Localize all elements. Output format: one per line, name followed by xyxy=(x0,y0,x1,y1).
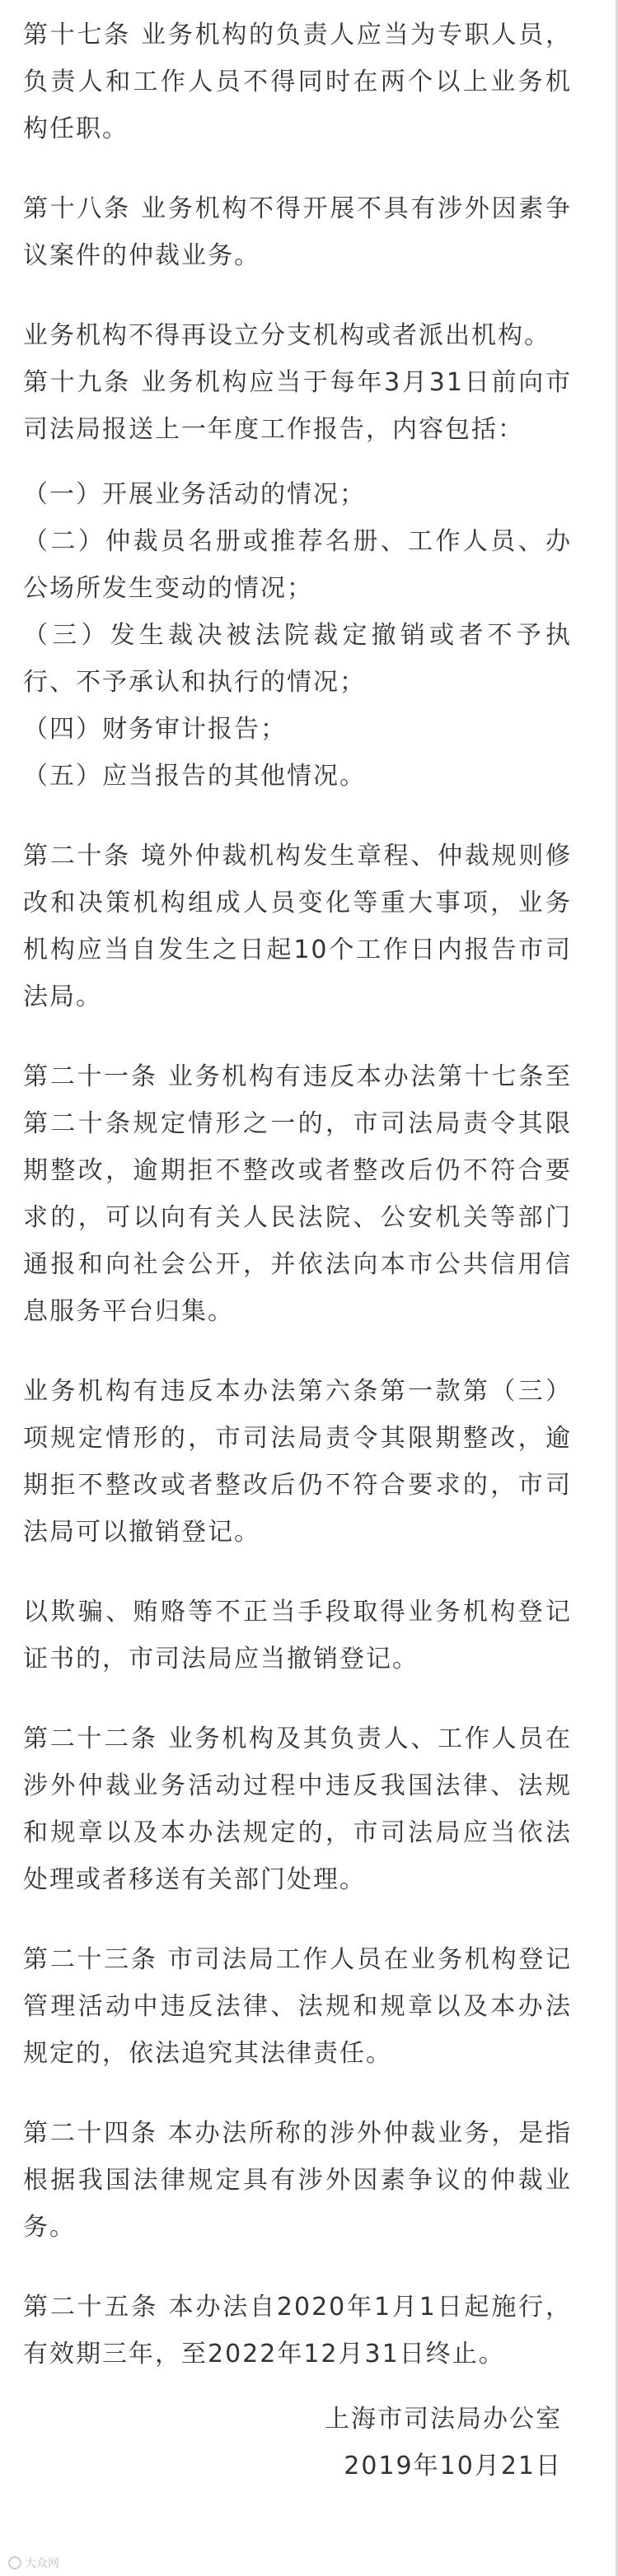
watermark-logo-icon xyxy=(8,2556,21,2569)
article-23: 第二十三条 市司法局工作人员在业务机构登记管理活动中违反法律、法规和规章以及本办法规定的，依法追究其法律责任。 xyxy=(23,1945,572,2068)
watermark xyxy=(8,2555,59,2571)
list-item-5: （五）应当报告的其他情况。 xyxy=(23,762,366,791)
signature-date: 2019年10月21日 xyxy=(344,2452,562,2480)
article-25: 第二十五条 本办法自2020年1月1日起施行，有效期三年，至2022年12月31日终止。 xyxy=(23,2293,572,2368)
signature-office: 上海市司法局办公室 xyxy=(325,2405,562,2434)
list-item-4: （四）财务审计报告； xyxy=(23,715,287,744)
article-18: 第十八条 业务机构不得开展不具有涉外因素争议案件的仲裁业务。 xyxy=(23,194,572,270)
list-item-3: （三）发生裁决被法院裁定撤销或者不予执行、不予承认和执行的情况； xyxy=(23,621,572,697)
article-17: 第十七条 业务机构的负责人应当为专职人员，负责人和工作人员不得同时在两个以上业务机构任职。 xyxy=(23,21,572,143)
article-18-clause: 业务机构不得再设立分支机构或者派出机构。 xyxy=(23,321,550,350)
article-21-clause-2: 业务机构有违反本办法第六条第一款第（三）项规定情形的，市司法局责令其限期整改，逾期拒不整改或者整改后仍不符合要求的，市司法局可以撤销登记。 xyxy=(23,1377,572,1547)
list-item-2: （二）仲裁员名册或推荐名册、工作人员、办公场所发生变动的情况； xyxy=(23,527,572,603)
article-21-clause-3: 以欺骗、贿赂等不正当手段取得业务机构登记证书的，市司法局应当撤销登记。 xyxy=(23,1598,572,1673)
watermark-text: 大众网 xyxy=(25,2557,59,2570)
article-19: 第十九条 业务机构应当于每年3月31日前向市司法局报送上一年度工作报告，内容包括： xyxy=(23,368,572,444)
article-24: 第二十四条 本办法所称的涉外仲裁业务，是指根据我国法律规定具有涉外因素争议的仲裁业务。 xyxy=(23,2119,572,2242)
article-21: 第二十一条 业务机构有违反本办法第十七条至第二十条规定情形之一的，市司法局责令其限期整改，逾期拒不整改或者整改后仍不符合要求的，可以向有关人民法院、公安机关等部门通报和向社会公开，并依法向本市公共信用信息服务平台归集。 xyxy=(23,1062,572,1326)
list-item-1: （一）开展业务活动的情况； xyxy=(23,480,366,509)
article-20: 第二十条 境外仲裁机构发生章程、仲裁规则修改和决策机构组成人员变化等重大事项，业务机构应当自发生之日起10个工作日内报告市司法局。 xyxy=(23,842,572,1011)
article-22: 第二十二条 业务机构及其负责人、工作人员在涉外仲裁业务活动过程中违反我国法律、法规和规章以及本办法规定的，市司法局应当依法处理或者移送有关部门处理。 xyxy=(23,1724,572,1894)
